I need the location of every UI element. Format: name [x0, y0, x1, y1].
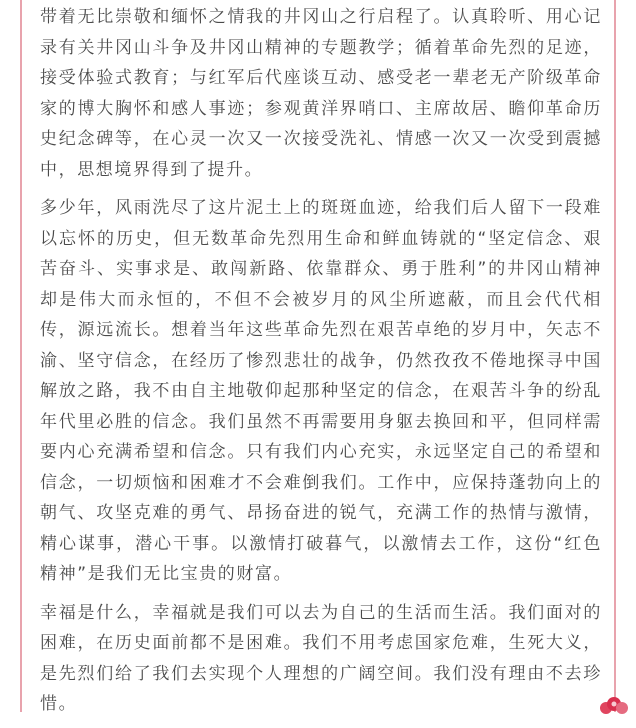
- article-body: [40, 2, 602, 728]
- right-decorative-border: [614, 0, 616, 712]
- flower-decoration-icon: [596, 694, 632, 716]
- paragraph-2: 多少年，风雨洗尽了这片泥土上的斑斑血迹，给我们后人留下一段难以忘怀的历史，但无数革命先烈用生命和鲜血铸就的“坚定信念、艰苦奋斗、实事求是、敢闯新路、依靠群众、勇于胜利”的井冈山精神却是伟大而永恒的，不但不会被岁月的风尘所遮蔽，而且会代代相传，源远流长。想着当年这些革命先烈在艰苦卓绝的岁月中，矢志不渝、坚守信念，在经历了惨烈悲壮的战争，仍然孜孜不倦地探寻中国解放之路，我不由自主地敬仰起那种坚定的信念，在艰苦斗争的纷乱年代里必胜的信念。我们虽然不再需要用身躯去换回和平，但同样需要内心充满希望和信念。只有我们内心充实，永远坚定自己的希望和信念，一切烦恼和困难才不会难倒我们。工作中，应保持蓬勃向上的朝气、攻坚克难的勇气、昂扬奋进的锐气，充满工作的热情与激情，精心谋事，潜心干事。以激情打破暮气，以激情去工作，这份“红色精神”是我们无比宝贵的财富。: [40, 198, 602, 584]
- left-decorative-border: [20, 0, 22, 712]
- paragraph-3: 幸福是什么，幸福就是我们可以去为自己的生活而生活。我们面对的困难，在历史面前都不是困难。我们不用考虑国家危难，生死大义，是先烈们给了我们去实现个人理想的广阔空间。我们没有理由不去珍惜。: [40, 602, 602, 714]
- paragraph-1: 带着无比崇敬和缅怀之情我的井冈山之行启程了。认真聆听、用心记录有关井冈山斗争及井冈山精神的专题教学；循着革命先烈的足迹，接受体验式教育；与红军后代座谈互动、感受老一辈老无产阶级革命家的博大胸怀和感人事迹；参观黄洋界哨口、主席故居、瞻仰革命历史纪念碑等，在心灵一次又一次接受洗礼、情感一次又一次受到震撼中，思想境界得到了提升。: [40, 7, 602, 180]
